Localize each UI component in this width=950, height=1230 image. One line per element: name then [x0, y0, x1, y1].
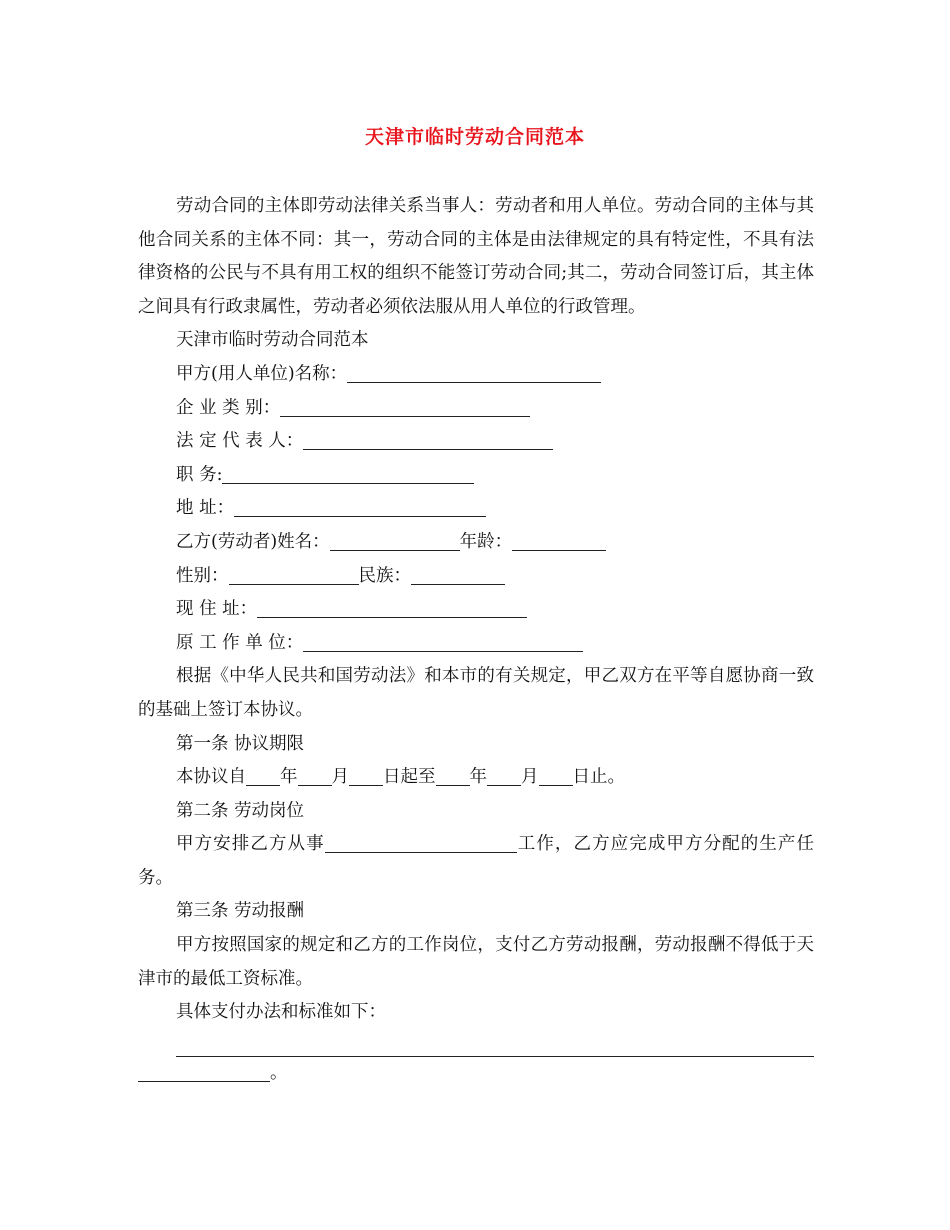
- party-b-blank[interactable]: [330, 530, 460, 551]
- position-line: [138, 459, 814, 493]
- term-year1: 年: [280, 767, 298, 788]
- term-month2: 月: [521, 767, 539, 788]
- end-mark: 。: [270, 1062, 288, 1083]
- end-year-blank[interactable]: [436, 765, 470, 786]
- former-employer-label: 原 工 作 单 位：: [176, 632, 304, 653]
- article2-paragraph: [138, 828, 814, 895]
- end-day-blank[interactable]: [539, 765, 573, 786]
- article3-paragraph: 甲方按照国家的规定和乙方的工作岗位，支付乙方劳动报酬，劳动报酬不得低于天津市的最低工资标准。: [138, 935, 814, 989]
- article2-text-a: 甲方安排乙方从事: [176, 834, 325, 855]
- address-label: 地 址：: [176, 498, 235, 519]
- job-position-blank[interactable]: [325, 832, 517, 853]
- payment-method-line: 具体支付办法和标准如下：: [176, 1002, 386, 1023]
- payment-details-blank-2[interactable]: [138, 1061, 270, 1082]
- gender-blank[interactable]: [229, 564, 359, 585]
- current-address-label: 现 住 址：: [176, 599, 258, 620]
- current-address-line: [138, 593, 814, 627]
- term-day2: 日止。: [572, 767, 625, 788]
- ethnicity-blank[interactable]: [411, 564, 505, 585]
- gender-line: [138, 560, 814, 594]
- article1-heading: 第一条 协议期限: [176, 733, 305, 754]
- term-from-text: 本协议自: [176, 767, 246, 788]
- article2-heading: 第二条 劳动岗位: [176, 800, 305, 821]
- legal-rep-line: [138, 425, 814, 459]
- current-address-blank[interactable]: [257, 597, 527, 618]
- payment-details-blank[interactable]: [176, 1032, 814, 1057]
- subtitle: 天津市临时劳动合同范本: [176, 330, 369, 351]
- gender-label: 性别：: [176, 565, 229, 586]
- position-label: 职 务:: [176, 464, 223, 485]
- enterprise-type-label: 企 业 类 别：: [176, 397, 281, 418]
- end-month-blank[interactable]: [487, 765, 521, 786]
- document-body: [138, 190, 814, 1090]
- party-b-label: 乙方(劳动者)姓名：: [176, 531, 330, 552]
- enterprise-type-line: [138, 392, 814, 426]
- basis-paragraph: 根据《中华人民共和国劳动法》和本市的有关规定，甲乙双方在平等自愿协商一致的基础上签订本协议。: [138, 666, 814, 720]
- intro-paragraph: 劳动合同的主体即劳动法律关系当事人：劳动者和用人单位。劳动合同的主体与其他合同关系的主体不同：其一，劳动合同的主体是由法律规定的具有特定性，不具有法律资格的公民与不具有用工权的组织不能签订劳动合同;其二，劳动合同签订后，其主体之间具有行政隶属性，劳动者必须依法服从用人单位的行政管理。: [138, 196, 814, 317]
- party-a-label: 甲方(用人单位)名称：: [176, 363, 348, 384]
- start-month-blank[interactable]: [298, 765, 332, 786]
- enterprise-type-blank[interactable]: [280, 396, 530, 417]
- term-month1: 月: [331, 767, 349, 788]
- age-label: 年龄：: [459, 531, 513, 552]
- address-line: [138, 492, 814, 526]
- legal-rep-blank[interactable]: [303, 429, 553, 450]
- ethnicity-label: 民族：: [358, 565, 411, 586]
- former-employer-line: [138, 627, 814, 661]
- former-employer-blank[interactable]: [303, 631, 583, 652]
- start-year-blank[interactable]: [246, 765, 280, 786]
- party-a-blank[interactable]: [347, 362, 601, 383]
- term-day1: 日起至: [383, 767, 436, 788]
- age-blank[interactable]: [512, 530, 606, 551]
- start-day-blank[interactable]: [349, 765, 383, 786]
- legal-rep-label: 法 定 代 表 人：: [176, 431, 304, 452]
- article2-text-b: 工作，乙方应完成甲方分配的生产任务。: [138, 834, 815, 888]
- payment-details-tail: [138, 1057, 814, 1091]
- address-blank[interactable]: [234, 496, 486, 517]
- article3-heading: 第三条 劳动报酬: [176, 901, 305, 922]
- party-b-line: [138, 526, 814, 560]
- article1-term-line: [138, 761, 814, 795]
- position-blank[interactable]: [222, 463, 474, 484]
- document-title: 天津市临时劳动合同范本: [364, 126, 585, 148]
- term-year2: 年: [469, 767, 487, 788]
- party-a-line: [138, 358, 814, 392]
